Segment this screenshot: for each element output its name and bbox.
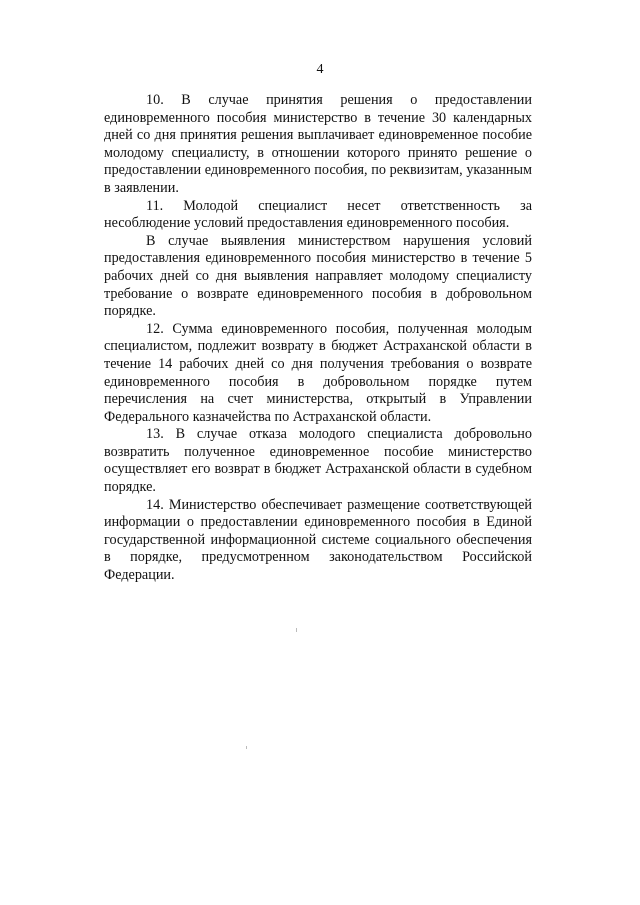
scan-mark [296,628,297,632]
paragraph-14-information: 14. Министерство обеспечивает размещение соответствующей информации о предоставлении единовременного пособия в Единой государственной информационной системе социального обеспечения в порядке, предусмотренном законодательством Российской Федерации. [104,496,532,584]
paragraph-12-refund: 12. Сумма единовременного пособия, полученная молодым специалистом, подлежит возврату в бюджет Астраханской области в течение 14 рабочих дней со дня получения требования о возврате единовременного пособия в добровольном порядке путем перечисления на счет министерства, открытый в Управлении Федерального казначейства по Астраханской области. [104,320,532,425]
paragraph-13-court-refund: 13. В случае отказа молодого специалиста добровольно возвратить полученное единовременное пособие министерство осуществляет его возврат в бюджет Астраханской области в судебном порядке. [104,426,532,496]
paragraph-11-responsibility: 11. Молодой специалист несет ответственность за несоблюдение условий предоставления единовременного пособия. [104,197,532,232]
paragraph-11-violation: В случае выявления министерством нарушения условий предоставления единовременного пособия министерство в течение 5 рабочих дней со дня выявления направляет молодому специалисту требование о возврате единовременного пособия в добровольном порядке. [104,232,532,320]
page-number: 4 [316,62,324,77]
document-body [104,92,532,585]
paragraph-10-payment: 10. В случае принятия решения о предоставлении единовременного пособия министерство в течение 30 календарных дней со дня принятия решения выплачивает единовременное пособие молодому специалисту, в отношении которого принято решение о предоставлении единовременного пособия, по реквизитам, указанным в заявлении. [104,92,532,196]
scan-mark [246,746,247,749]
